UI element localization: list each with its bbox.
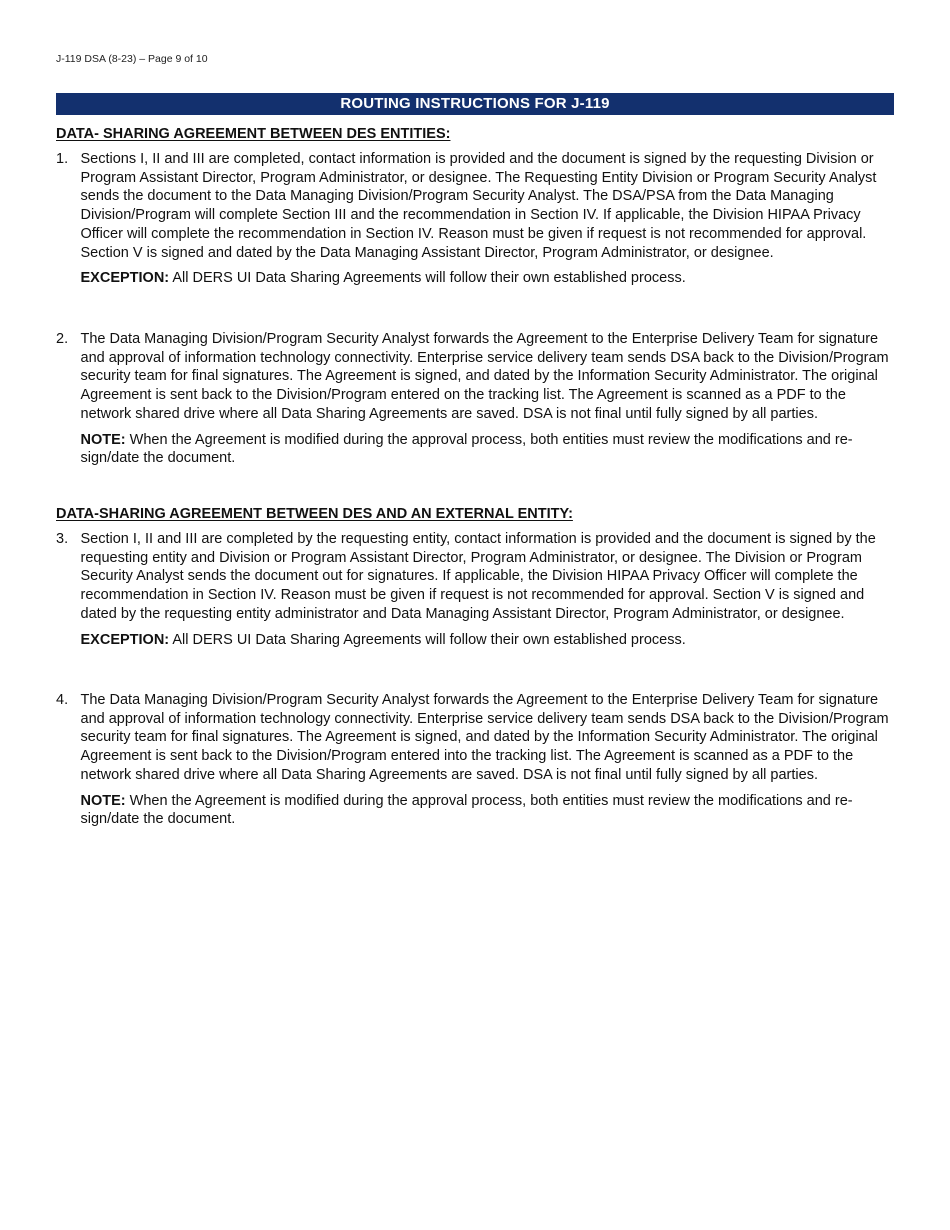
item-number: 3. [56, 531, 69, 547]
exception-label: EXCEPTION: [80, 270, 170, 287]
exception-text: All DERS UI Data Sharing Agreements will follow their own established process. [172, 270, 686, 287]
section-title-des-entities: DATA- SHARING AGREEMENT BETWEEN DES ENTITIES: [56, 126, 451, 142]
item-text: The Data Managing Division/Program Security Analyst forwards the Agreement to the Enterprise Delivery Team for signature and approval of information technology connectivity. Enterprise service delivery team sends DSA back to the Division/Program security team for final signatures. The Agreement is signed, and dated by the Information Security Administrator. The original Agreement is sent back to the Division/Program entered on the tracking list. The Agreement is scanned as a PDF to the network shared drive where all Data Sharing Agreements are saved. DSA is not final until fully signed by all parties. [80, 331, 889, 422]
exception-text: All DERS UI Data Sharing Agreements will follow their own established process. [172, 631, 686, 648]
item-number: 2. [56, 331, 69, 347]
item-number: 4. [56, 692, 69, 708]
list-item-4 [56, 691, 896, 829]
section-title-external-entity: DATA-SHARING AGREEMENT BETWEEN DES AND AN EXTERNAL ENTITY: [56, 506, 573, 522]
note-label: NOTE: [80, 431, 126, 448]
item-exception [81, 269, 897, 288]
item-number: 1. [56, 151, 69, 167]
note-label: NOTE: [80, 792, 126, 809]
note-text: When the Agreement is modified during the approval process, both entities must review the modifications and re-sign/date the document. [80, 792, 853, 828]
item-exception [81, 631, 897, 650]
exception-label: EXCEPTION: [80, 631, 170, 648]
note-text: When the Agreement is modified during the approval process, both entities must review the modifications and re-sign/date the document. [80, 431, 853, 467]
list-item-3 [56, 530, 896, 649]
item-text: Section I, II and III are completed by the requesting entity, contact information is provided and the document is signed by the requesting entity and Division or Program Assistant Director, Program Administrator, or designee. The Division or Program Security Analyst sends the document out for signatures. If applicable, the Division HIPAA Privacy Officer will complete the recommendation in Section IV. Reason must be given if request is not recommended for approval. Section V is signed and dated by the requesting entity administrator and Data Managing Assistant Director, Program Administrator, or designee. [80, 531, 876, 622]
routing-instructions-banner: ROUTING INSTRUCTIONS FOR J-119 [56, 93, 894, 115]
item-note [81, 431, 897, 468]
list-item-1 [56, 150, 896, 288]
item-text: Sections I, II and III are completed, contact information is provided and the document is signed by the requesting Division or Program Assistant Director, Program Administrator, or designee. The Requesting Entity Division or Program Security Analyst sends the document to the Data Managing Division/Program Security Analyst. The DSA/PSA from the Data Managing Division/Program will complete Section III and the recommendation in Section IV. If applicable, the Division HIPAA Privacy Officer will complete the recommendation in Section IV. Reason must be given if request is not recommended for approval. Section V is signed and dated by the Data Managing Assistant Director, Program Administrator, or designee. [80, 151, 877, 261]
page-header: J-119 DSA (8-23) – Page 9 of 10 [56, 53, 208, 65]
item-note [81, 792, 897, 829]
list-item-2 [56, 330, 896, 468]
item-text: The Data Managing Division/Program Security Analyst forwards the Agreement to the Enterprise Delivery Team for signature and approval of information technology connectivity. Enterprise service delivery team sends DSA back to the Division/Program security team for final signatures. The Agreement is signed, and dated by the Information Security Administrator. The original Agreement is sent back to the Division/Program entered into the tracking list. The Agreement is scanned as a PDF to the network shared drive where all Data Sharing Agreements are saved. DSA is not final until fully signed by all parties. [80, 692, 889, 783]
